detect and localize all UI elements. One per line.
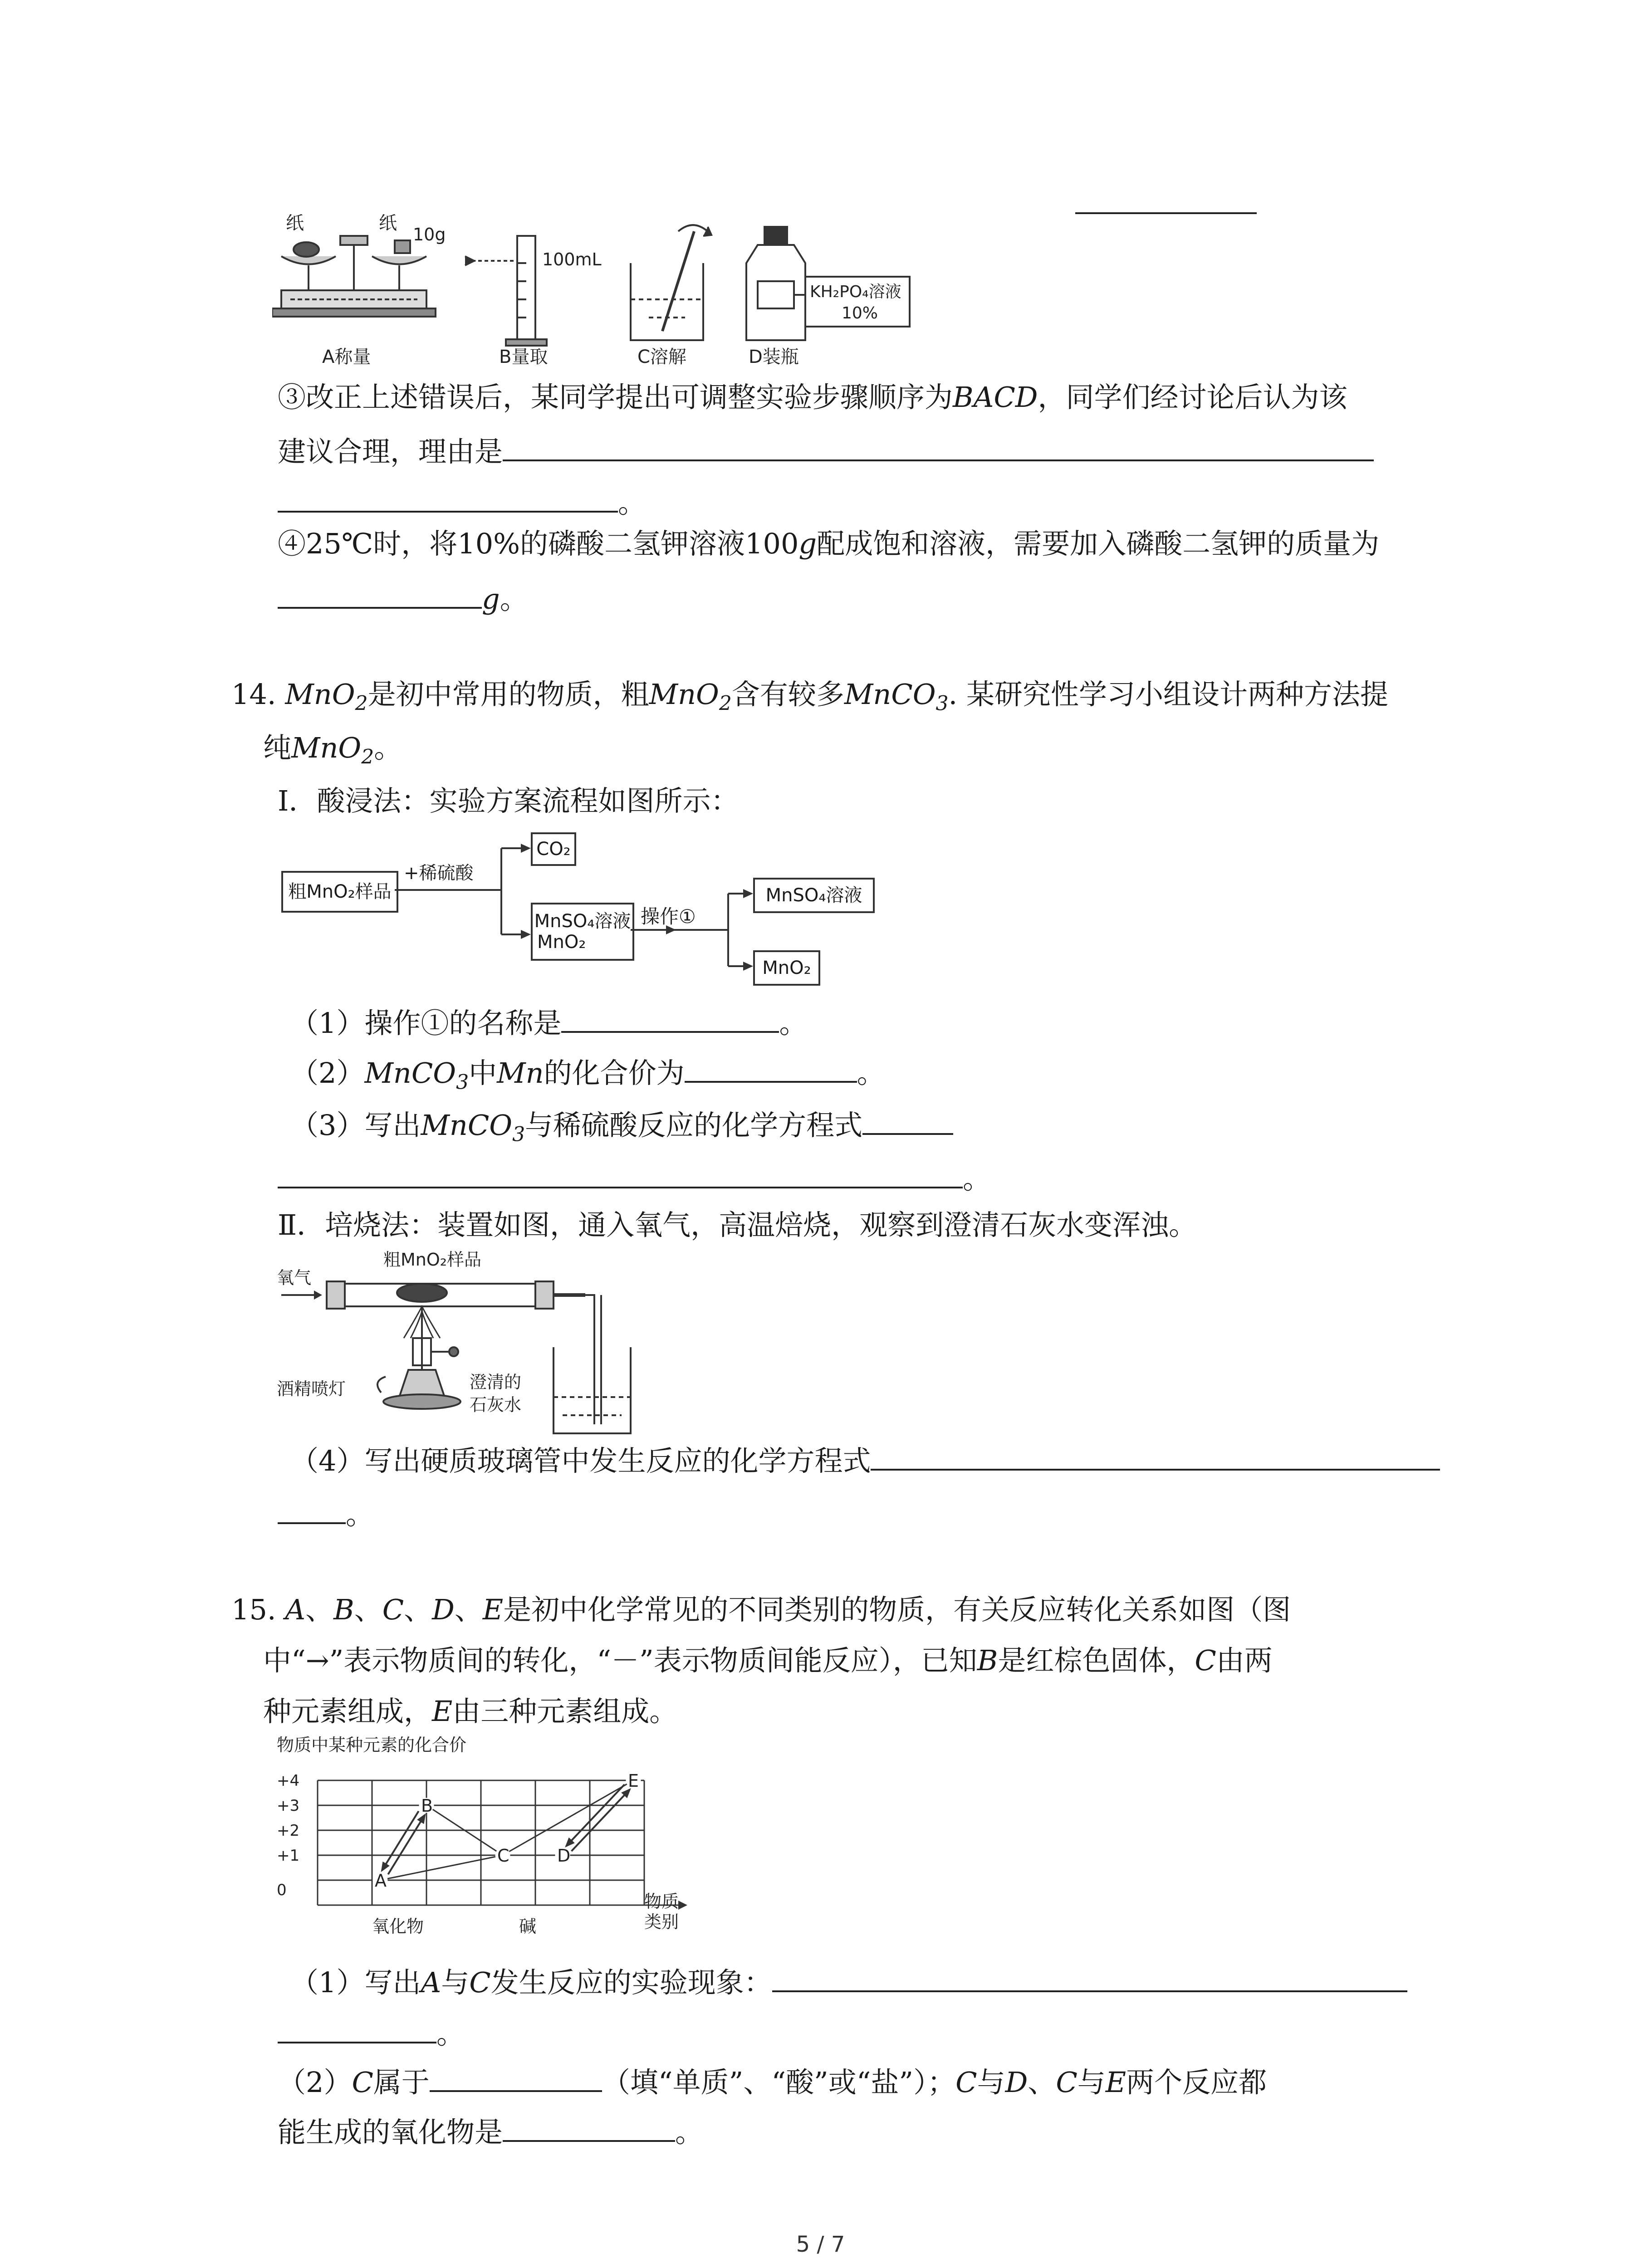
q15-stem-line2: [263, 1644, 1273, 1677]
q14-sub4-end: 。: [346, 1498, 374, 1531]
q14-sub3-line2: [278, 1160, 991, 1193]
q14-sub2-text-pre: （2）: [290, 1056, 365, 1090]
q15-sub2-line2-text: 能生成的氧化物是: [278, 2116, 503, 2149]
answer-blank-top[interactable]: [1075, 212, 1257, 214]
q13-item4-line1: [278, 527, 1380, 560]
q14-sub4: [290, 1442, 1440, 1475]
q14-sub4-line2: [278, 1496, 374, 1529]
label-weight: 10g: [413, 225, 446, 244]
q14-formula-4: MnO: [291, 731, 362, 764]
q15-sub2-letter-d: D: [1005, 2066, 1028, 2099]
bottle-label-line1: KH₂PO₄溶液: [810, 283, 901, 301]
q15-sub2-sep: 、: [1028, 2066, 1056, 2099]
q15-sep-2: 、: [354, 1593, 382, 1626]
q14-number: 14.: [231, 678, 276, 711]
q14-sub3-formula: MnCO: [421, 1109, 513, 1142]
q15-letter-e-2: E: [432, 1695, 453, 1728]
q13-item3-text-pre: ③改正上述错误后，某同学提出可调整实验步骤顺序为: [278, 381, 953, 414]
y-tick-label: +1: [277, 1847, 300, 1865]
label-step-b: B量取: [499, 347, 548, 367]
chart-xlabel-2: 类别: [644, 1912, 679, 1932]
q14-formula-1: MnO: [285, 678, 355, 711]
chart-ylabel: 物质中某种元素的化合价: [277, 1735, 467, 1755]
point-b-label: B: [421, 1796, 433, 1816]
q14-formula-4-sub: 2: [361, 745, 374, 769]
q14-stem-line1: [231, 680, 1388, 714]
q14-sub4-answer-blank-1[interactable]: [871, 1442, 1440, 1471]
label-step-c: C溶解: [637, 347, 686, 367]
q15-sub1-answer-blank-1[interactable]: [772, 1964, 1407, 1992]
q15-stem-line3: [263, 1695, 678, 1728]
q15-sub2-tail: 两个反应都: [1126, 2066, 1267, 2099]
q13-item3-end: 。: [618, 486, 647, 519]
q13-item3-reason-prompt: 建议合理，理由是: [278, 435, 503, 468]
chart-grid: [318, 1780, 687, 1910]
q15-sub2-letter-c: C: [352, 2066, 373, 2099]
q14-sub2-element: Mn: [497, 1056, 544, 1090]
q14-sub2-formula-sub: 3: [456, 1070, 469, 1094]
q15-stem-text-3: 是红棕色固体，: [998, 1644, 1195, 1677]
chart-y-ticks: [277, 1772, 299, 1899]
q14-text-3: . 某研究性学习小组设计两种方法提: [948, 678, 1388, 711]
q13-item3-text-post: ，同学们经讨论后认为该: [1038, 381, 1347, 414]
q13-item4-unit-2: g: [482, 582, 500, 616]
q15-letter-a: A: [285, 1593, 306, 1626]
label-paper-right: 纸: [379, 213, 397, 234]
y-tick-label: +2: [277, 1822, 300, 1840]
y-tick-label: +3: [277, 1797, 300, 1815]
q13-item4-line2: [278, 581, 528, 616]
label-paper-left: 纸: [286, 213, 304, 234]
link-d-e-back: [566, 1784, 625, 1846]
q14-sub1-answer-blank[interactable]: [561, 1005, 779, 1033]
flow-mix-line1: MnSO₄溶液: [534, 911, 631, 932]
label-step-d: D装瓶: [749, 347, 799, 367]
q14-sub1: [290, 1005, 808, 1040]
q13-item4-end: 。: [500, 582, 528, 616]
q15-sub2-and-1: 与: [977, 2066, 1005, 2099]
q14-roasting-apparatus: [277, 1247, 776, 1442]
q15-sub2-text-mid: 属于: [373, 2066, 430, 2099]
q15-sub2: [278, 2064, 1267, 2097]
q14-text-5: 。: [374, 731, 402, 764]
point-c-label: C: [497, 1846, 509, 1866]
q14-text-1: 是初中常用的物质，粗: [367, 678, 649, 711]
q15-stem-line1: [231, 1593, 1291, 1626]
q15-stem-text-1: 是初中化学常见的不同类别的物质，有关反应转化关系如图（图: [503, 1593, 1291, 1626]
q14-sub1-end: 。: [779, 1007, 808, 1040]
page-number: 5 / 7: [796, 2232, 845, 2257]
q15-sub1-line2: [278, 2015, 465, 2048]
q15-letter-d: D: [432, 1593, 455, 1626]
q14-sub4-answer-blank-2[interactable]: [278, 1496, 346, 1524]
chart-x-categories: [372, 1916, 536, 1936]
q13-item3-order: BACD: [953, 381, 1038, 414]
q15-sub2-letter-e: E: [1105, 2066, 1127, 2099]
x-axis-arrow: [678, 1901, 687, 1910]
q14-text-2: 含有较多: [731, 678, 844, 711]
flow-out-solid-text: MnO₂: [762, 958, 811, 978]
label-cylinder-volume: 100mL: [542, 249, 602, 269]
link-a-b-back: [382, 1811, 419, 1871]
q15-sep-3: 、: [404, 1593, 432, 1626]
q13-item3-answer-blank-2[interactable]: [278, 484, 618, 513]
q15-sub2-letter-c-3: C: [1056, 2066, 1078, 2099]
q13-item3-line3: [278, 484, 646, 517]
q14-sub3-text-pre: （3）写出: [290, 1109, 421, 1142]
q15-sub2-text-pre: （2）: [278, 2066, 352, 2099]
q14-part1-title: Ⅰ．酸浸法：实验方案流程如图所示：: [278, 784, 739, 817]
q13-item4-answer-blank[interactable]: [278, 581, 482, 609]
label-limewater-1: 澄清的: [470, 1372, 522, 1392]
q15-sub1-letter-a: A: [421, 1966, 441, 1999]
link-a-b-forward: [388, 1815, 425, 1874]
q15-number: 15.: [231, 1593, 276, 1626]
q14-sub2-answer-blank[interactable]: [685, 1055, 857, 1083]
q15-sub2-letter-c-2: C: [955, 2066, 977, 2099]
q13-item4-text-pre: ④25℃时，将10%的磷酸二氢钾溶液100: [278, 527, 799, 560]
q14-sub3-end: 。: [963, 1162, 991, 1195]
q15-sub2-line2: [278, 2114, 704, 2149]
label-step-a: A称量: [322, 347, 371, 367]
q15-stem-text-4: 由两: [1216, 1644, 1273, 1677]
flow-arrows: [272, 826, 907, 998]
y-tick-label: +4: [277, 1772, 300, 1790]
q15-sub1-answer-blank-2[interactable]: [278, 2015, 436, 2043]
q14-sub3-formula-sub: 3: [512, 1123, 525, 1146]
x-category-label: 氧化物: [372, 1916, 424, 1936]
q14-sub2-text-mid: 中: [469, 1056, 497, 1090]
q14-formula-1-sub: 2: [355, 692, 368, 715]
q14-text-4: 纯: [263, 731, 292, 764]
graduated-cylinder-icon: [465, 236, 547, 346]
q14-formula-3-sub: 3: [936, 692, 949, 715]
flow-sample-text: 粗MnO₂样品: [288, 881, 392, 902]
q15-sub1-text-mid: 与: [441, 1966, 470, 1999]
chart-xlabel-1: 物质: [644, 1892, 679, 1911]
q13-item4-text-post: 配成饱和溶液，需要加入磷酸二氢钾的质量为: [817, 527, 1380, 560]
flow-out-solution-text: MnSO₄溶液: [765, 885, 862, 906]
q15-letter-b: B: [333, 1593, 354, 1626]
q13-item3-line2: [278, 433, 1374, 466]
q15-sub2-and-2: 与: [1077, 2066, 1106, 2099]
q15-sub1-end: 。: [436, 2017, 465, 2050]
point-e-label: E: [628, 1771, 639, 1791]
q13-experiment-figure: [272, 213, 953, 386]
point-a-label: A: [375, 1871, 387, 1891]
q14-sub2-formula: MnCO: [364, 1056, 456, 1090]
q15-stem-text-6: 由三种元素组成。: [452, 1695, 678, 1728]
q14-sub3: [290, 1107, 953, 1144]
q15-sep-1: 、: [305, 1593, 334, 1626]
q13-item3-line1: [278, 381, 1347, 414]
y-tick-label: 0: [277, 1881, 287, 1899]
q15-letter-e: E: [482, 1593, 504, 1626]
q14-sub4-text: （4）写出硬质玻璃管中发生反应的化学方程式: [290, 1444, 871, 1477]
q15-sub2-end: 。: [675, 2116, 704, 2149]
balance-icon: [272, 236, 436, 317]
q14-stem-line2: [263, 731, 402, 769]
flow-mix-line2: MnO₂: [537, 932, 586, 953]
bottle-label-line2: 10%: [842, 304, 878, 323]
label-apparatus-sample: 粗MnO₂样品: [383, 1250, 482, 1270]
q15-sub1-letter-c: C: [469, 1966, 491, 1999]
q14-sub3-answer-blank-2[interactable]: [278, 1160, 963, 1188]
flow-acid-label: +稀硫酸: [404, 863, 474, 884]
q15-letter-c: C: [382, 1593, 404, 1626]
flow-co2-text: CO₂: [536, 839, 571, 860]
q15-sub1-text-pre: （1）写出: [290, 1966, 421, 1999]
q14-sub3-text-post: 与稀硫酸反应的化学方程式: [525, 1109, 863, 1142]
q14-sub2-text-post: 的化合价为: [544, 1056, 685, 1090]
q13-item4-unit: g: [798, 527, 817, 560]
x-category-label: 碱: [519, 1916, 537, 1936]
q15-sub1: [290, 1964, 1407, 1997]
q15-valence-chart: [272, 1733, 749, 1937]
q13-item3-answer-blank-1[interactable]: [503, 433, 1374, 461]
q15-letter-c-2: C: [1195, 1644, 1216, 1677]
q14-sub3-answer-blank-1[interactable]: [862, 1107, 953, 1135]
q15-sub2-answer-blank-1[interactable]: [430, 2064, 602, 2092]
q14-formula-2-sub: 2: [719, 692, 732, 715]
flow-operation-label: 操作①: [641, 905, 696, 928]
label-alcohol-lamp: 酒精喷灯: [277, 1379, 346, 1399]
q15-stem-text-2: 中“→”表示物质间的转化，“－”表示物质间能反应），已知: [263, 1644, 977, 1677]
reagent-bottle-icon: [746, 227, 805, 340]
q14-formula-3: MnCO: [844, 678, 936, 711]
q14-part2-title: Ⅱ．培烧法：装置如图，通入氧气，高温焙烧，观察到澄清石灰水变浑浊。: [278, 1208, 1197, 1242]
q14-sub1-text: （1）操作①的名称是: [290, 1007, 562, 1040]
q15-sub1-text-post: 发生反应的实验现象：: [490, 1966, 772, 1999]
q15-letter-b-2: B: [977, 1644, 998, 1677]
beaker-icon: [631, 225, 711, 340]
q15-sub2-note: （填“单质”、“酸”或“盐”）；: [602, 2066, 956, 2099]
q14-sub2: [290, 1055, 885, 1092]
q14-formula-2: MnO: [649, 678, 719, 711]
q14-sub2-end: 。: [857, 1056, 885, 1090]
q15-sep-4: 、: [454, 1593, 483, 1626]
point-d-label: D: [557, 1846, 571, 1866]
label-limewater-2: 石灰水: [470, 1395, 522, 1415]
q15-stem-text-5: 种元素组成，: [263, 1695, 432, 1728]
q15-sub2-answer-blank-2[interactable]: [503, 2114, 675, 2142]
label-oxygen: 氧气: [277, 1268, 312, 1288]
